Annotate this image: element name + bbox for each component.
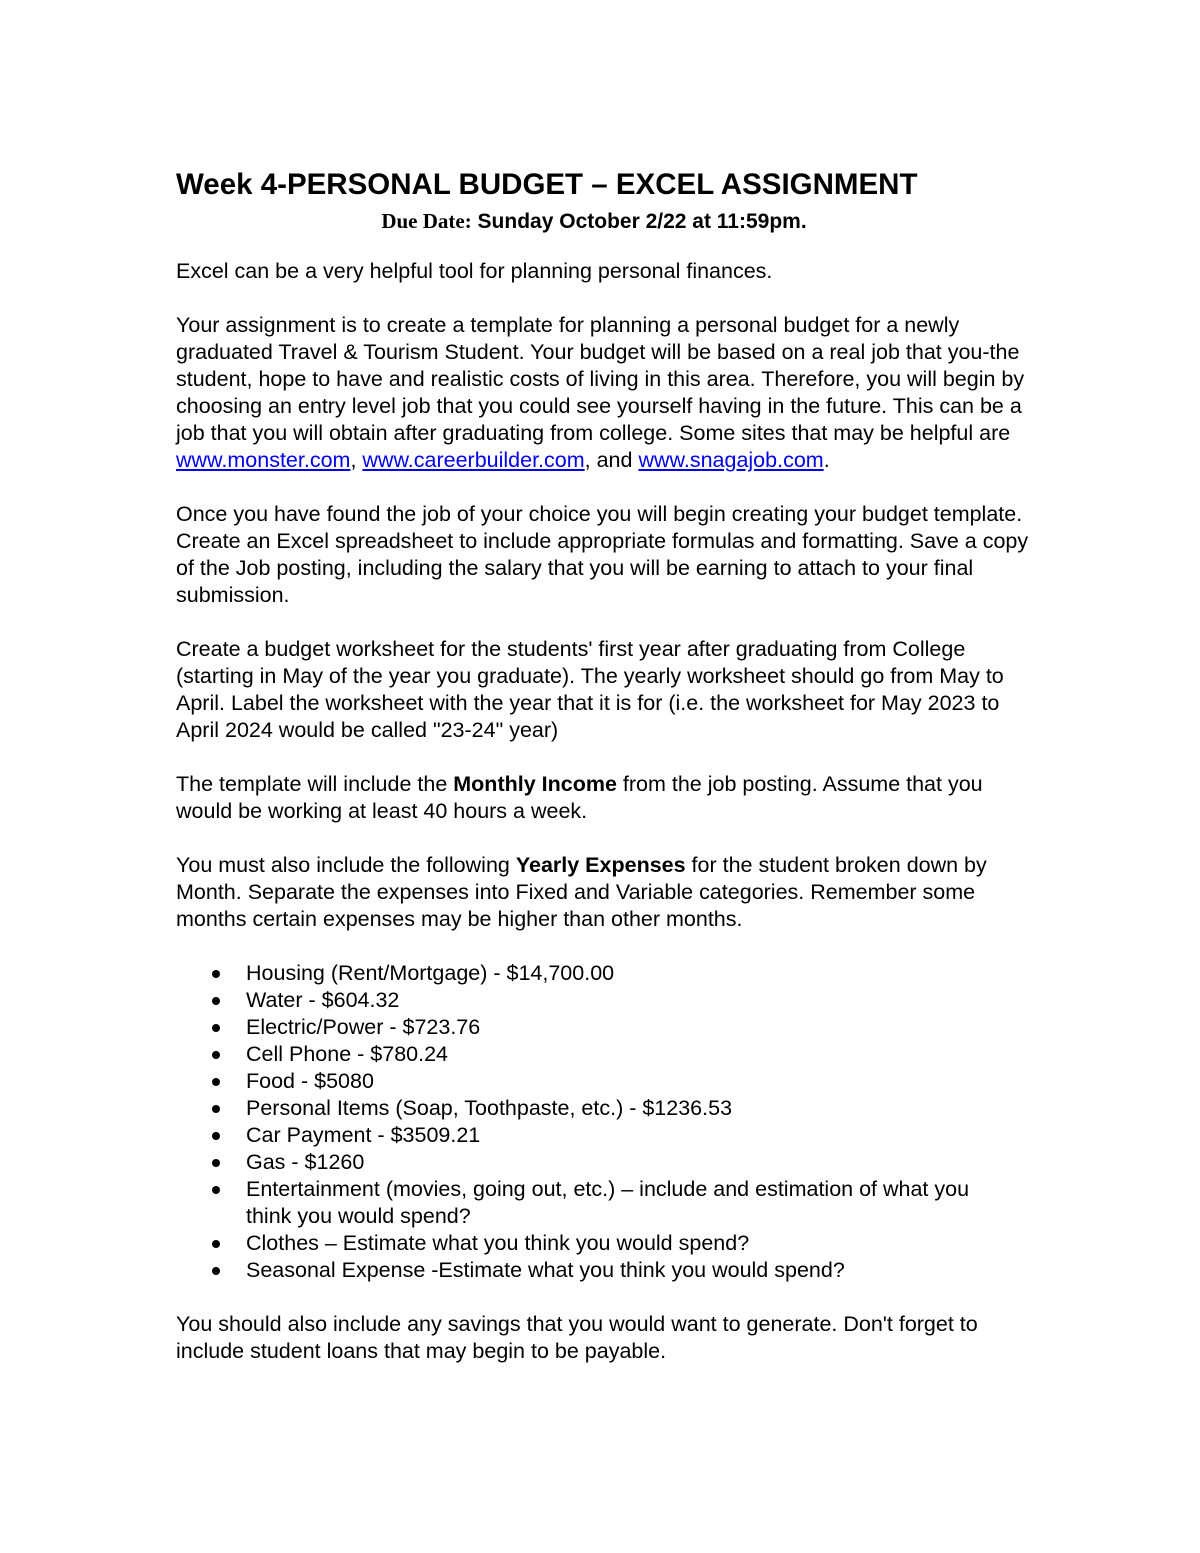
bullet-icon [212, 1105, 220, 1113]
expense-text: Clothes – Estimate what you think you would spend? [246, 1231, 750, 1255]
expenses-intro-after: for the student broken down by Month. Separate the expenses into Fixed and Variable categories. Remember some months certain expenses may be higher than other months. [176, 853, 987, 931]
list-item [176, 960, 1006, 987]
list-item [176, 987, 1006, 1014]
expense-text: Car Payment - $3509.21 [246, 1123, 481, 1147]
assignment-separator-1: , [350, 448, 363, 472]
list-item [176, 1122, 1006, 1149]
list-item [176, 1230, 1006, 1257]
list-item [176, 1176, 1006, 1230]
list-item [176, 1014, 1006, 1041]
bullet-icon [212, 1267, 220, 1275]
bullet-icon [212, 970, 220, 978]
assignment-paragraph [176, 312, 1036, 474]
list-item [176, 1095, 1006, 1122]
expense-text: Entertainment (movies, going out, etc.) – include and estimation of what you think you would spend? [246, 1177, 970, 1228]
bullet-icon [212, 1240, 220, 1248]
assignment-end: . [823, 448, 830, 472]
expenses-list [176, 960, 1036, 1284]
list-item [176, 1149, 1006, 1176]
assignment-text: Your assignment is to create a template for planning a personal budget for a newly graduated Travel & Tourism Student. Your budget will be based on a real job that you-the student, hope to have and realistic costs of living in this area. Therefore, you will begin by choosing an entry level job that you could see yourself having in the future. This can be a job that you will obtain after graduating from college. Some sites that may be helpful are [176, 313, 1025, 445]
document-page [176, 168, 1036, 1365]
bullet-icon [212, 1051, 220, 1059]
due-date-label: Due Date: [381, 209, 472, 233]
intro-paragraph: Excel can be a very helpful tool for planning personal finances. [176, 259, 773, 283]
expenses-intro-before: You must also include the following [176, 853, 516, 877]
expenses-intro-paragraph [176, 852, 1036, 933]
monster-link[interactable]: www.monster.com [176, 448, 351, 472]
template-text-before: The template will include the [176, 772, 454, 796]
expense-text: Food - $5080 [246, 1069, 374, 1093]
due-date-value: Sunday October 2/22 at 11:59pm. [477, 210, 807, 233]
list-item [176, 1068, 1006, 1095]
yearly-expenses-bold: Yearly Expenses [515, 853, 686, 877]
template-paragraph [176, 771, 1036, 825]
expense-text: Seasonal Expense -Estimate what you think you would spend? [246, 1258, 845, 1282]
careerbuilder-link[interactable]: www.careerbuilder.com [362, 448, 585, 472]
bullet-icon [212, 1024, 220, 1032]
expense-text: Gas - $1260 [246, 1150, 365, 1174]
list-item [176, 1257, 1006, 1284]
document-title: Week 4-PERSONAL BUDGET – EXCEL ASSIGNMENT [176, 168, 918, 201]
expense-text: Electric/Power - $723.76 [246, 1015, 481, 1039]
snagajob-link[interactable]: www.snagajob.com [638, 448, 824, 472]
due-date-line [176, 208, 1012, 235]
create-paragraph: Create a budget worksheet for the students' first year after graduating from College (starting in May of the year you graduate). The yearly worksheet should go from May to April. Label the worksheet with the year that it is for (i.e. the worksheet for May 2023 to April 2024 would be called "23-24" year) [176, 637, 1004, 742]
bullet-icon [212, 1132, 220, 1140]
expense-text: Cell Phone - $780.24 [246, 1042, 449, 1066]
closing-paragraph: You should also include any savings that you would want to generate. Don't forget to include student loans that may begin to be payable. [176, 1312, 978, 1363]
monthly-income-bold: Monthly Income [453, 772, 617, 796]
assignment-separator-2: , and [584, 448, 639, 472]
bullet-icon [212, 997, 220, 1005]
expense-text: Water - $604.32 [246, 988, 400, 1012]
list-item [176, 1041, 1006, 1068]
bullet-icon [212, 1159, 220, 1167]
expense-text: Housing (Rent/Mortgage) - $14,700.00 [246, 961, 615, 985]
bullet-icon [212, 1078, 220, 1086]
bullet-icon [212, 1186, 220, 1194]
once-paragraph: Once you have found the job of your choice you will begin creating your budget template. Create an Excel spreadsheet to include appropriate formulas and formatting. Save a copy of the Job posting, including the salary that you will be earning to attach to your final submission. [176, 502, 1029, 607]
expense-text: Personal Items (Soap, Toothpaste, etc.) - $1236.53 [246, 1096, 733, 1120]
template-text-after: from the job posting. Assume that you would be working at least 40 hours a week. [176, 772, 983, 823]
